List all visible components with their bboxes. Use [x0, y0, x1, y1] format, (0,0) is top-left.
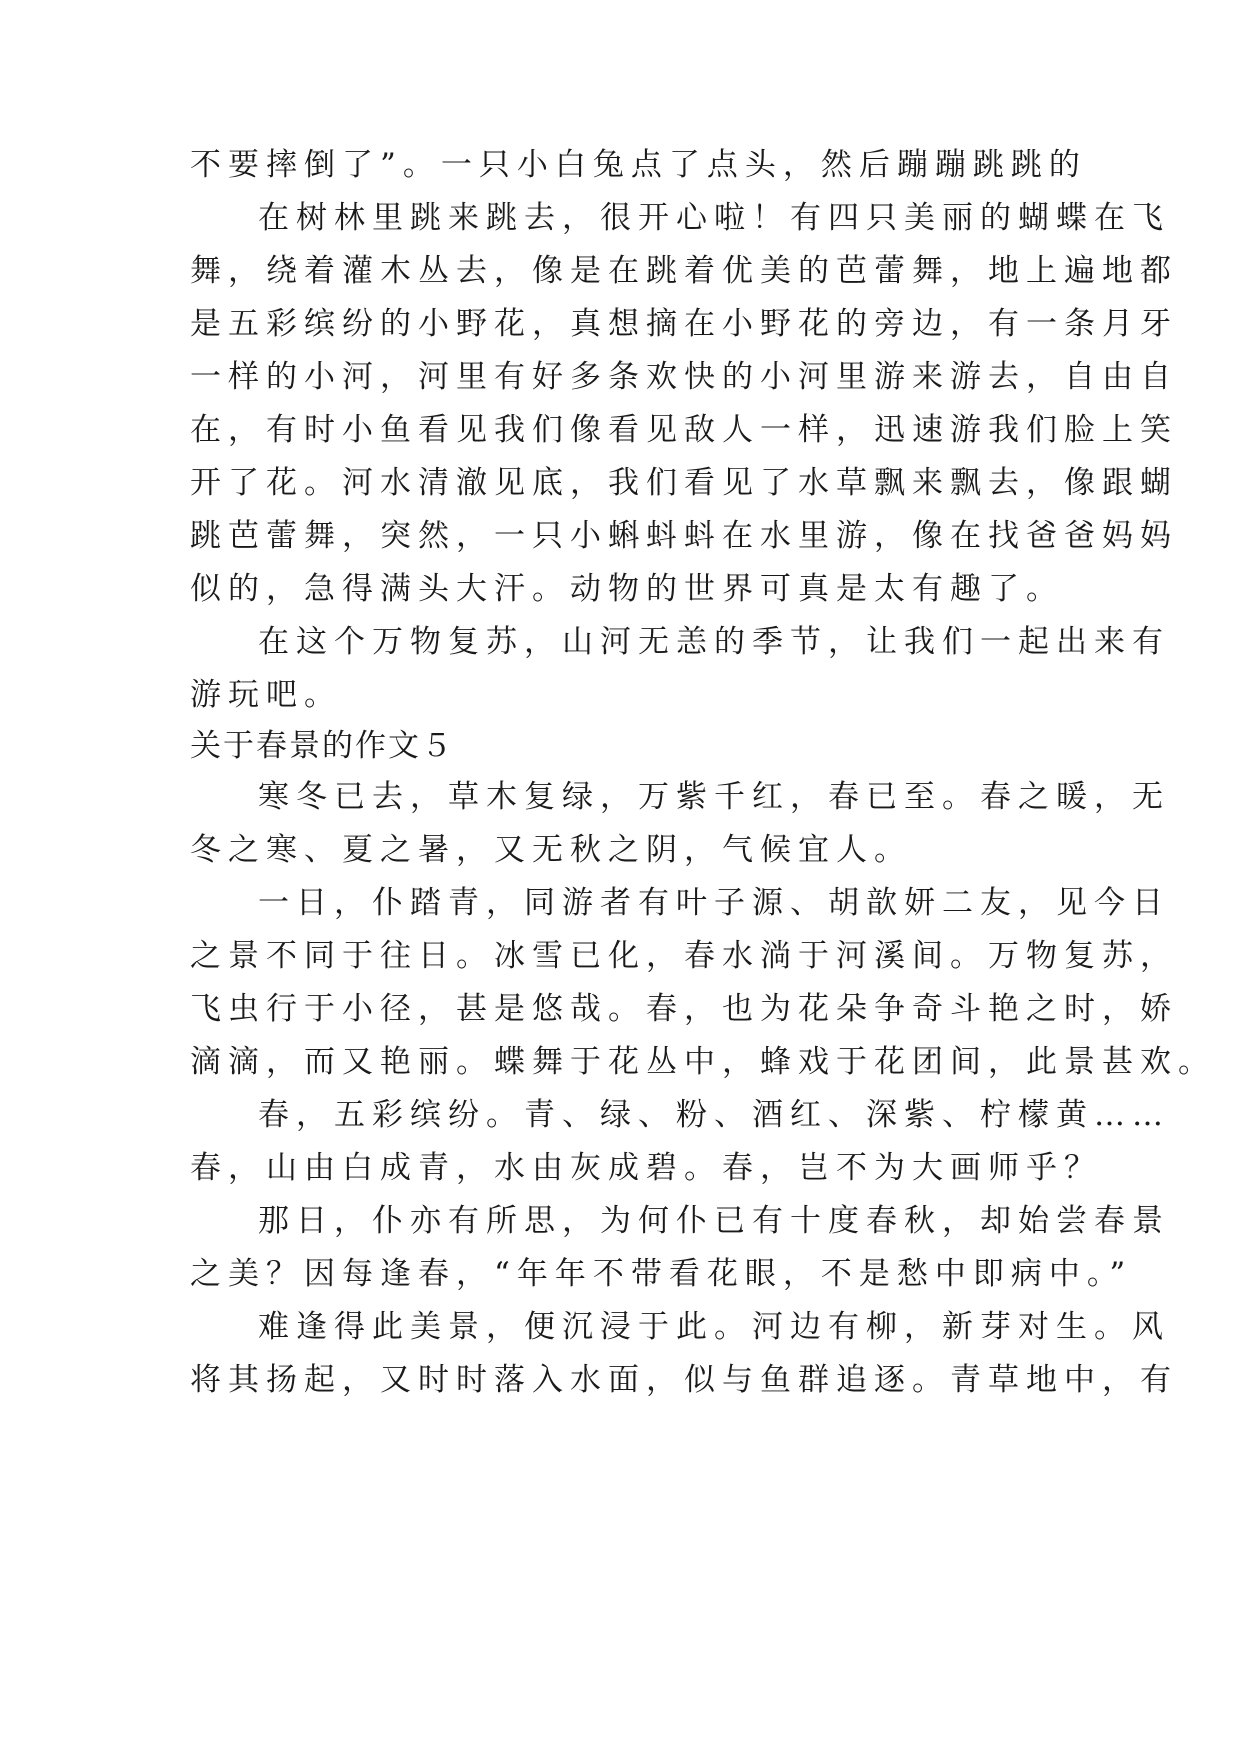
text-line: 一样的小河，河里有好多条欢快的小河里游来游去，自由自 [190, 359, 1178, 395]
paragraph-start-line: 在这个万物复苏，山河无恙的季节，让我们一起出来有 [258, 624, 1170, 660]
text-line: 是五彩缤纷的小野花，真想摘在小野花的旁边，有一条月牙 [190, 306, 1178, 342]
text-line: 冬之寒、夏之暑，又无秋之阴，气候宜人。 [190, 832, 912, 868]
text-line: 之美？因每逢春，“年年不带看花眼，不是愁中即病中。” [190, 1256, 1133, 1292]
text-line: 开了花。河水清澈见底，我们看见了水草飘来飘去，像跟蝴 [190, 465, 1178, 501]
text-line: 跳芭蕾舞，突然，一只小蝌蚪蚪在水里游，像在找爸爸妈妈 [190, 518, 1178, 554]
text-line: 不要摔倒了”。一只小白兔点了点头，然后蹦蹦跳跳的 [190, 147, 1087, 183]
text-line: 之景不同于往日。冰雪已化，春水淌于河溪间。万物复苏， [190, 938, 1178, 974]
paragraph-start-line: 一日，仆踏青，同游者有叶子源、胡歆妍二友，见今日 [258, 885, 1170, 921]
text-line: 飞虫行于小径，甚是悠哉。春，也为花朵争奇斗艳之时，娇 [190, 991, 1178, 1027]
paragraph-start-line: 那日，仆亦有所思，为何仆已有十度春秋，却始尝春景 [258, 1203, 1170, 1239]
paragraph-start-line: 寒冬已去，草木复绿，万紫千红，春已至。春之暖，无 [258, 779, 1170, 815]
text-line: 滴滴，而又艳丽。蝶舞于花丛中，蜂戏于花团间，此景甚欢。 [190, 1044, 1216, 1080]
text-line: 舞，绕着灌木丛去，像是在跳着优美的芭蕾舞，地上遍地都 [190, 253, 1178, 289]
text-line: 春，山由白成青，水由灰成碧。春，岂不为大画师乎？ [190, 1150, 1102, 1186]
paragraph-start-line: 春，五彩缤纷。青、绿、粉、酒红、深紫、柠檬黄…… [258, 1097, 1170, 1133]
text-line: 似的，急得满头大汗。动物的世界可真是太有趣了。 [190, 571, 1064, 607]
paragraph-start-line: 难逢得此美景，便沉浸于此。河边有柳，新芽对生。风 [258, 1309, 1170, 1345]
paragraph-start-line: 在树林里跳来跳去，很开心啦！有四只美丽的蝴蝶在飞 [258, 200, 1170, 236]
text-line: 在，有时小鱼看见我们像看见敌人一样，迅速游我们脸上笑 [190, 412, 1178, 448]
text-line: 将其扬起，又时时落入水面，似与鱼群追逐。青草地中，有 [190, 1362, 1178, 1398]
section-heading: 关于春景的作文５ [190, 728, 454, 764]
text-line: 游玩吧。 [190, 677, 342, 713]
